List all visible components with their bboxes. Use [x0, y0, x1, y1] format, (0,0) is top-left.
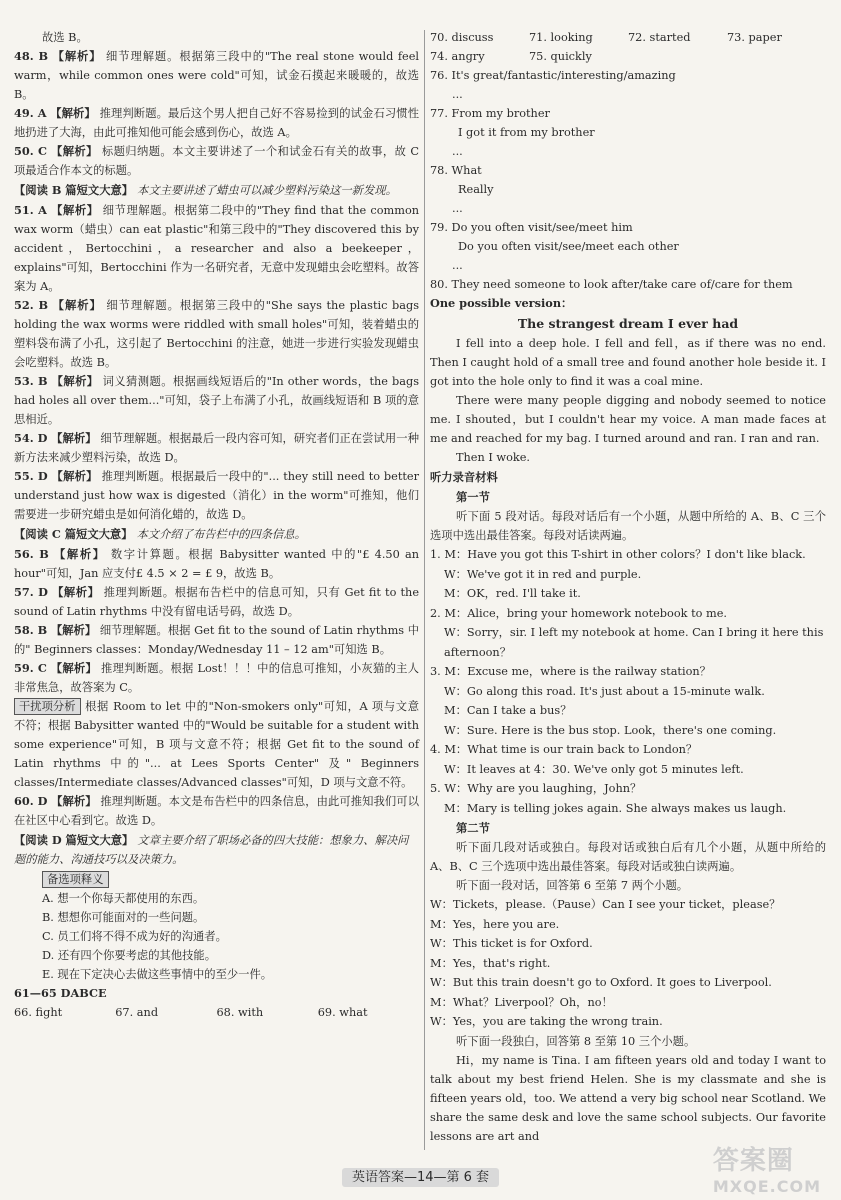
listening-heading: 听力录音材料 — [430, 470, 498, 484]
text-line: One possible version： — [430, 296, 573, 310]
analysis-tag: 【解析】 — [51, 203, 99, 217]
question-number: 57. D — [14, 585, 48, 599]
dialog-line: 3. M：Excuse me，where is the railway station？ — [430, 665, 711, 678]
distractor-analysis — [14, 697, 419, 792]
text-line: E. 现在下定决心去做这些事情中的至少一件。 — [42, 968, 273, 981]
answer-item — [14, 659, 419, 697]
text-line: 78. What — [430, 164, 482, 177]
question-number: 54. D — [14, 431, 48, 445]
right-column — [430, 28, 826, 1146]
boxed-heading: 干扰项分析 — [14, 698, 81, 715]
fill-answer: 69. what — [317, 1006, 368, 1019]
essay-paragraph: I fell into a deep hole. I fell and fell，as if there was no end. Then I caught hold of a small tree and found another hole beside it. I got into the hole only to find it was a coal mine. — [430, 337, 826, 388]
analysis-tag: 【解析】 — [51, 794, 97, 808]
watermark-main: 答案圈 — [712, 1146, 794, 1176]
essay-paragraph: Then I woke. — [456, 451, 531, 464]
analysis-tag: 【解析】 — [50, 623, 97, 637]
answer-item — [14, 372, 419, 429]
dialog-line: W：Go along this road. It's just about a 15-minute walk. — [444, 684, 765, 698]
fill-answer: 68. with — [216, 1006, 264, 1019]
question-number: 59. C — [14, 661, 47, 675]
essay-paragraph: There were many people digging and nobody seemed to notice me. I shouted，but I couldn't hear my voice. A man made faces at me and reached for my bag. I turned around and ran. I ran and ran. — [430, 394, 826, 445]
answer-item — [14, 201, 419, 296]
section-intro: 听下面几段对话或独白。每段对话或独白后有几个小题，从题中所给的 A、B、C 三个选项中选出最佳答案。每段对话或独白读两遍。 — [430, 841, 826, 873]
answer-item — [14, 621, 419, 659]
analysis-tag: 【解析】 — [51, 469, 98, 483]
analysis-tag: 【解析】 — [52, 298, 102, 312]
fill-answer: 74. angry — [430, 50, 485, 63]
distractor-text: 根据 Room to let 中的"Non-smokers only"可知，A 项与文意不符；根据 Babysitter wanted 中的"Would be suitable for a student with some experience"可知，B 项与文意不符；根据 Get fit to the sound of Latin rhythms 中的"... at Lees Sports Center" 及" Beginners classes/Intermediate classes/Advanced classes"可知，D 项与文意不符。 — [14, 700, 419, 789]
answer-item — [14, 583, 419, 621]
dialog-line: 2. M：Alice，bring your homework notebook to me. — [430, 606, 727, 620]
fill-answer: 75. quickly — [529, 50, 592, 63]
dialog-line: M：What？Liverpool？Oh，no！ — [430, 995, 613, 1009]
analysis-tag: 【解析】 — [51, 144, 98, 158]
ellipsis-line: ... — [452, 145, 463, 158]
question-number: 50. C — [14, 144, 47, 158]
analysis-text: 推理判断题。本文是布告栏中的四条信息，由此可推知我们可以在社区中心看到它。故选 D。 — [14, 795, 419, 827]
fill-answer: 67. and — [115, 1006, 159, 1019]
dialog-line: M：Mary is telling jokes again. She always makes us laugh. — [444, 801, 787, 815]
analysis-text: 细节理解题。根据第二段中的"They find that the common wax worm（蜡虫）can eat plastic"和第三段中的"They discovered this by accident，Bertocchini，a researcher and also a beekeeper，explains"可知，Bertocchini 作为一名研究者，无意中发现蜡虫会吃塑料。故答案为 A。 — [14, 204, 420, 293]
analysis-tag: 【解析】 — [52, 585, 100, 599]
question-number: 58. B — [14, 623, 48, 637]
ellipsis-line: ... — [452, 202, 463, 215]
answer-row-74-75 — [430, 47, 826, 66]
dialog-line: W：Tickets，please.（Pause）Can I see your ticket，please？ — [430, 898, 781, 911]
summary-text: 文章主要介绍了职场必备的四大技能：想象力、解决问题的能力、沟通技巧以及决策力。 — [14, 834, 409, 866]
answer-item — [14, 142, 419, 180]
essay-title: The strangest dream I ever had — [517, 316, 739, 331]
answer-item — [14, 296, 419, 372]
footer-label: 英语答案—14—第 6 套 — [342, 1168, 499, 1187]
analysis-text: 词义猜测题。根据画线短语后的"In other words，the bags had holes all over them..."可知，袋子上布满了小孔，故画线短语和 B 项的意思相近。 — [14, 375, 420, 426]
passage-summary — [14, 831, 419, 869]
text-line: 80. They need someone to look after/take care of/care for them — [430, 278, 793, 291]
monologue-text: Hi，my name is Tina. I am fifteen years old and today I want to talk about my best friend Helen. She is my classmate and she is fifteen years old，too. We attend a very big school near Scotland. We share the same desk and love the same school subjects. Our favorite lessons are art and — [430, 1053, 826, 1143]
text-line: B. 想想你可能面对的一些问题。 — [42, 911, 205, 924]
fill-answer: 66. fight — [14, 1006, 63, 1019]
answer-item — [14, 467, 419, 524]
passage-summary — [14, 181, 419, 200]
fill-answer: 73. paper — [727, 31, 782, 44]
section-heading: 第二节 — [456, 821, 490, 835]
fill-answer: 72. started — [628, 31, 691, 44]
dialog-line: W：Yes，you are taking the wrong train. — [430, 1015, 663, 1028]
left-column — [14, 28, 419, 1022]
question-number: 51. A — [14, 203, 47, 217]
analysis-text: 推理判断题。根据最后一段中的"... they still need to better understand just how wax is digested（消化）in the worm"可推知，他们需要进一步研究蜡虫是如何消化蜡的，故选 D。 — [14, 470, 419, 521]
answer-item — [14, 104, 419, 142]
ellipsis-line: ... — [452, 259, 463, 272]
analysis-tag: 【解析】 — [51, 374, 99, 388]
summary-heading: 【阅读 B 篇短文大意】 — [14, 183, 134, 197]
text-line: Do you often visit/see/meet each other — [458, 240, 679, 253]
text-line: 77. From my brother — [430, 107, 550, 120]
summary-heading: 【阅读 D 篇短文大意】 — [14, 833, 134, 847]
dialog-line: W：But this train doesn't go to Oxford. It goes to Liverpool. — [430, 976, 772, 989]
text-line: Really — [458, 183, 494, 196]
sub-instruction: 听下面一段对话，回答第 6 至第 7 两个小题。 — [456, 879, 689, 892]
passage-summary — [14, 525, 419, 544]
watermark-sub: MXQE.COM — [712, 1177, 821, 1196]
analysis-tag: 【解析】 — [50, 106, 96, 120]
dialog-line: W：We've got it in red and purple. — [444, 567, 642, 581]
text-line: D. 还有四个你要考虑的其他技能。 — [42, 949, 216, 962]
answer-row-66-69 — [14, 1003, 419, 1022]
summary-text: 本文主要讲述了蜡虫可以减少塑料污染这一新发现。 — [137, 184, 397, 197]
analysis-text: 标题归纳题。本文主要讲述了一个和试金石有关的故事，故 C 项最适合作本文的标题。 — [14, 145, 419, 177]
answer-item — [14, 792, 419, 830]
question-number: 52. B — [14, 298, 49, 312]
answer-item — [14, 545, 419, 583]
summary-text: 本文介绍了布告栏中的四条信息。 — [136, 528, 306, 541]
question-number: 56. B — [14, 547, 49, 561]
dialog-line: W：It leaves at 4：30. We've only got 5 minutes left. — [444, 762, 744, 776]
question-number: 60. D — [14, 794, 48, 808]
text-line: A. 想一个你每天都使用的东西。 — [42, 892, 205, 905]
text-line: I got it from my brother — [458, 126, 595, 139]
dialog-line: 5. W：Why are you laughing，John？ — [430, 782, 642, 795]
analysis-tag: 【解析】 — [52, 49, 102, 63]
dialog-line: W：Sorry，sir. I left my notebook at home. Can I bring it here this afternoon？ — [444, 626, 824, 659]
summary-heading: 【阅读 C 篇短文大意】 — [14, 527, 133, 541]
options-heading-line — [14, 870, 419, 889]
text-line: 故选 B。 — [42, 31, 88, 44]
section-intro: 听下面 5 段对话。每段对话后有一个小题，从题中所给的 A、B、C 三个选项中选出最佳答案。每段对话读两遍。 — [430, 510, 826, 542]
ellipsis-line: ... — [452, 88, 463, 101]
dialog-line: M：Can I take a bus？ — [444, 704, 572, 717]
analysis-text: 推理判断题。根据布告栏中的信息可知，只有 Get fit to the sound of Latin rhythms 中没有留电话号码，故选 D。 — [14, 586, 420, 618]
question-number: 49. A — [14, 106, 47, 120]
analysis-text: 细节理解题。根据 Get fit to the sound of Latin rhythms 中的" Beginners classes：Monday/Wednesday 11 – 12 am"可知选 B。 — [14, 624, 420, 656]
analysis-tag: 【解析】 — [50, 661, 98, 675]
fill-answer: 70. discuss — [430, 31, 494, 44]
analysis-text: 细节理解题。根据第三段中的"She says the plastic bags holding the wax worms were riddled with small holes"可知，装着蜡虫的塑料袋布满了小孔，这引起了 Bertocchini 的注意，她进一步进行实验发现蜡虫会吃塑料。故选 B。 — [14, 299, 419, 369]
dialog-line: M：OK，red. I'll take it. — [444, 587, 581, 600]
column-divider — [424, 30, 425, 1150]
site-watermark — [713, 1140, 821, 1196]
dialog-line: 4. M：What time is our train back to London？ — [430, 743, 698, 756]
answer-row-70-73 — [430, 28, 826, 47]
question-number: 53. B — [14, 374, 48, 388]
text-line: 76. It's great/fantastic/interesting/amazing — [430, 69, 676, 82]
boxed-heading: 备选项释义 — [42, 871, 109, 888]
question-number: 48. B — [14, 49, 49, 63]
dialog-line: M：Yes，that's right. — [430, 956, 551, 970]
analysis-text: 推理判断题。根据 Lost！！！中的信息可推知，小灰猫的主人非常焦急，故答案为 C。 — [14, 662, 420, 694]
sub-instruction: 听下面一段独白，回答第 8 至第 10 三个小题。 — [456, 1034, 696, 1048]
analysis-tag: 【解析】 — [51, 431, 97, 445]
analysis-text: 细节理解题。根据最后一段内容可知，研究者们正在尝试用一种新方法来减少塑料污染，故选 D。 — [14, 432, 419, 464]
answer-item — [14, 47, 419, 104]
fill-answer: 71. looking — [529, 31, 593, 44]
answer-item — [14, 429, 419, 467]
dialog-line: M：Yes，here you are. — [430, 917, 560, 931]
dialog-line: 1. M：Have you got this T-shirt in other colors？I don't like black. — [430, 548, 806, 561]
dialog-line: W：Sure. Here is the bus stop. Look，there's one coming. — [444, 723, 777, 737]
analysis-text: 数字计算题。根据 Babysitter wanted 中的"£ 4.50 an hour"可知，Jan 应支付£ 4.5 × 2 = £ 9，故选 B。 — [14, 548, 420, 580]
analysis-tag: 【解析】 — [53, 547, 106, 561]
text-line: 79. Do you often visit/see/meet him — [430, 221, 633, 234]
question-number: 55. D — [14, 469, 48, 483]
section-heading: 第一节 — [456, 490, 490, 504]
analysis-text: 细节理解题。根据第三段中的"The real stone would feel warm，while common ones were cold"可知，试金石摸起来暖暖的，故选 B。 — [14, 50, 419, 101]
text-line: 61—65 DABCE — [14, 986, 107, 1000]
text-line: C. 员工们将不得不成为好的沟通者。 — [42, 930, 227, 943]
analysis-text: 推理判断题。最后这个男人把自己好不容易捡到的试金石习惯性地扔进了大海，由此可推知他可能会感到伤心，故选 A。 — [14, 107, 419, 139]
dialog-line: W：This ticket is for Oxford. — [430, 937, 593, 950]
